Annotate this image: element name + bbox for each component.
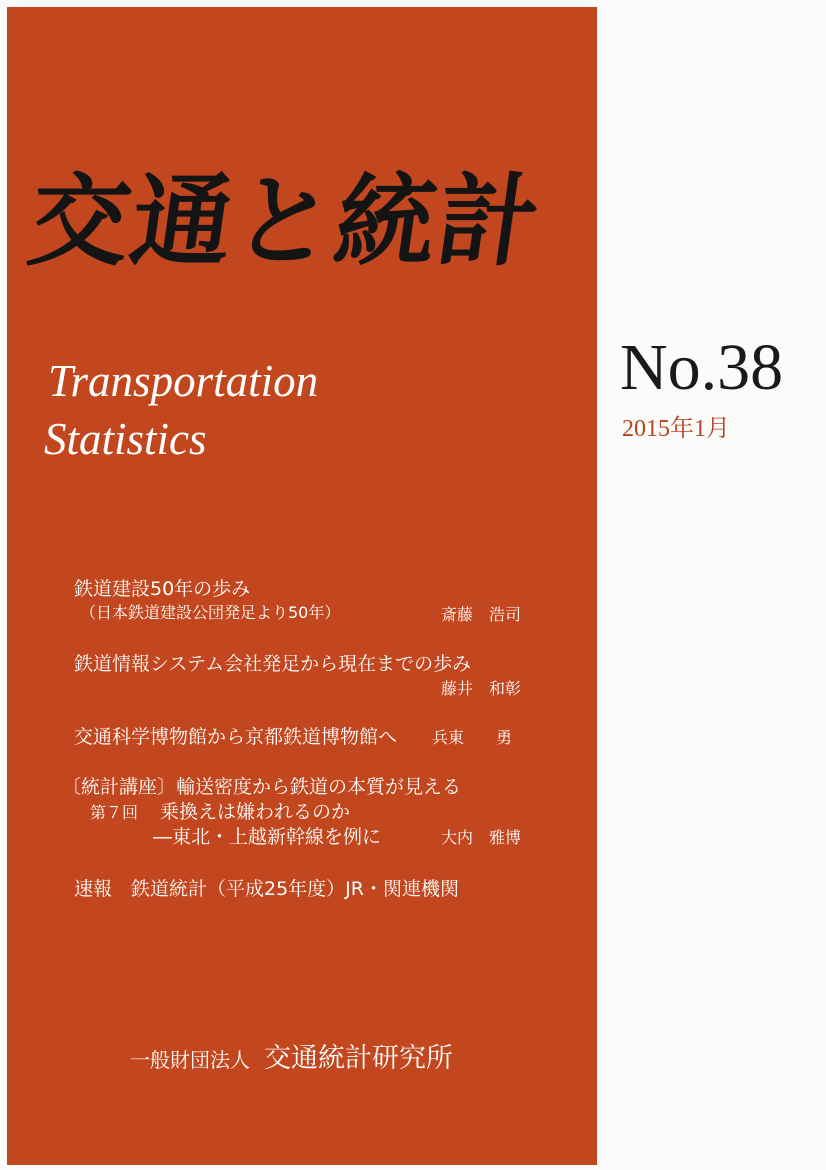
article1-title: 鉄道建設50年の歩み [74,578,251,600]
article4-subtitle: 乗換えは嫌われるのか [160,801,351,823]
title-english-line1: Transportation [48,356,319,406]
issue-number: No.38 [620,331,784,404]
article4-author: 大内 雅博 [441,828,522,847]
article3-title: 交通科学博物館から京都鉄道博物館へ [74,726,398,748]
article4-title: 〔統計講座〕輸送密度から鉄道の本質が見える [62,776,462,798]
article4-subtitle2: ―東北・上越新幹線を例に [153,826,382,848]
article2-author: 藤井 和彰 [441,679,522,698]
article1-author: 斎藤 浩司 [441,605,522,624]
title-english [44,352,319,468]
publisher [130,1036,453,1075]
title-english-line2: Statistics [44,414,207,464]
article3-author: 兵東 勇 [432,728,513,747]
article5-title: 速報 鉄道統計（平成25年度）JR・関連機関 [74,878,459,900]
article2-title: 鉄道情報システム会社発足から現在までの歩み [74,653,472,675]
publisher-org-type: 一般財団法人 [130,1050,250,1072]
article1-subtitle: （日本鉄道建設公団発足より50年） [80,603,341,622]
publisher-org-name: 交通統計研究所 [264,1043,453,1073]
issue-date: 2015年1月 [622,416,730,442]
title-japanese: 交通と統計 [21,163,549,280]
article4-part: 第７回 [90,803,139,822]
